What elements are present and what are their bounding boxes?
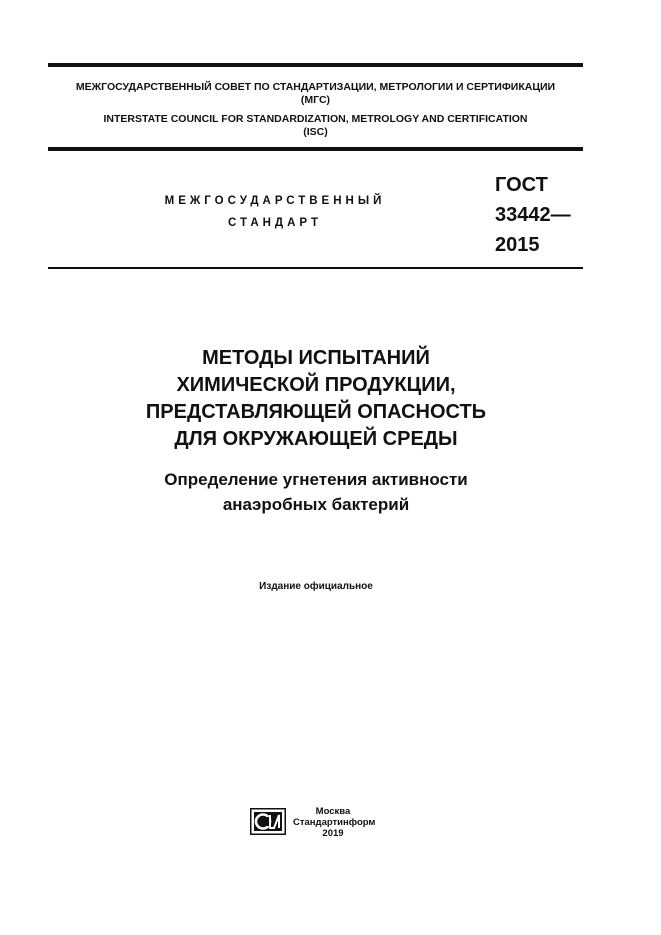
title-line: ХИМИЧЕСКОЙ ПРОДУКЦИИ, xyxy=(176,374,456,396)
designation-rule xyxy=(48,267,583,269)
council-ru-line2: (МГС) xyxy=(300,94,331,106)
subtitle-line: анаэробных бактерий xyxy=(222,495,410,514)
gost-designation xyxy=(495,170,571,260)
subtitle-line: Определение угнетения активности xyxy=(164,470,468,489)
gost-line2: 33442— xyxy=(495,204,571,226)
standard-type-line2: СТАНДАРТ xyxy=(228,217,322,229)
publisher-city: Москва xyxy=(315,806,351,817)
gost-line1: ГОСТ xyxy=(495,174,548,196)
publisher-year: 2019 xyxy=(322,828,344,839)
title-line: ПРЕДСТАВЛЯЮЩЕЙ ОПАСНОСТЬ xyxy=(145,401,487,423)
gost-line3: 2015 xyxy=(495,234,540,256)
council-name-ru xyxy=(48,81,583,107)
council-en-line1: INTERSTATE COUNCIL FOR STANDARDIZATION, METROLOGY AND CERTIFICATION xyxy=(103,113,528,125)
council-name-en xyxy=(48,113,583,139)
publisher-name: Стандартинформ xyxy=(293,817,376,828)
top-rule xyxy=(48,63,583,67)
title-line: ДЛЯ ОКРУЖАЮЩЕЙ СРЕДЫ xyxy=(174,428,458,450)
header-rule xyxy=(48,147,583,151)
council-ru-line1: МЕЖГОСУДАРСТВЕННЫЙ СОВЕТ ПО СТАНДАРТИЗАЦИИ, МЕТРОЛОГИИ И СЕРТИФИКАЦИИ xyxy=(75,81,556,93)
standard-type xyxy=(130,190,420,234)
standard-type-line1: МЕЖГОСУДАРСТВЕННЫЙ xyxy=(164,195,386,207)
edition-note: Издание официальное xyxy=(259,581,373,592)
title-line: МЕТОДЫ ИСПЫТАНИЙ xyxy=(202,347,430,369)
publisher-info xyxy=(293,806,376,839)
council-en-line2: (ISC) xyxy=(303,126,328,138)
standartinform-logo-icon xyxy=(250,808,286,835)
document-title xyxy=(60,345,572,453)
document-subtitle xyxy=(60,467,572,517)
